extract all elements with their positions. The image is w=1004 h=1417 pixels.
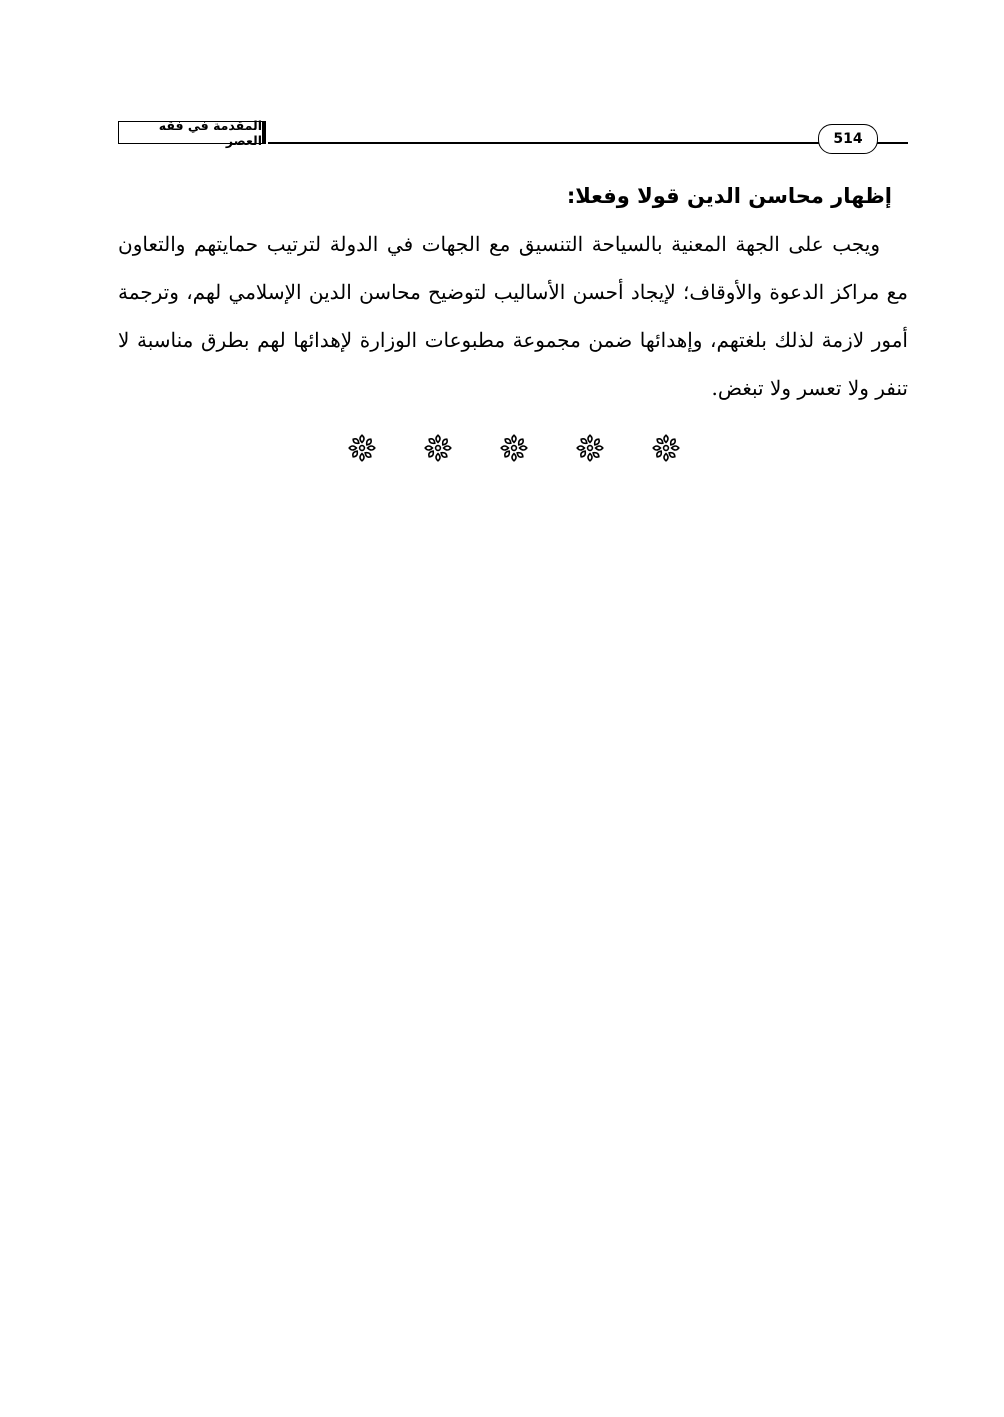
page-body bbox=[118, 178, 908, 412]
floral-ornament-icon bbox=[574, 431, 606, 465]
body-paragraph: ويجب على الجهة المعنية بالسياحة التنسيق مع الجهات في الدولة لترتيب حمايتهم والتعاون مع مراكز الدعوة والأوقاف؛ لإيجاد أحسن الأساليب لتوضيح محاسن الدين الإسلامي لهم، وترجمة أمور لازمة لذلك بلغتهم، وإهدائها ضمن مجموعة مطبوعات الوزارة لإهدائها لهم بطرق مناسبة لا تنفر ولا تعسر ولا تبغض. bbox=[118, 232, 908, 400]
running-title: المقدمة في فقه العصر bbox=[158, 117, 262, 148]
page-number: 514 bbox=[833, 131, 863, 147]
floral-ornament-icon bbox=[498, 431, 530, 465]
page-header bbox=[118, 116, 908, 156]
running-title-box bbox=[118, 117, 266, 148]
header-rule bbox=[268, 142, 908, 144]
page-number-badge bbox=[818, 124, 878, 154]
floral-ornament-icon bbox=[346, 431, 378, 465]
floral-ornament-icon bbox=[650, 431, 682, 465]
ornament-divider bbox=[346, 428, 682, 468]
floral-ornament-icon bbox=[422, 431, 454, 465]
section-heading: إظهار محاسن الدين قولا وفعلا: bbox=[566, 184, 892, 208]
